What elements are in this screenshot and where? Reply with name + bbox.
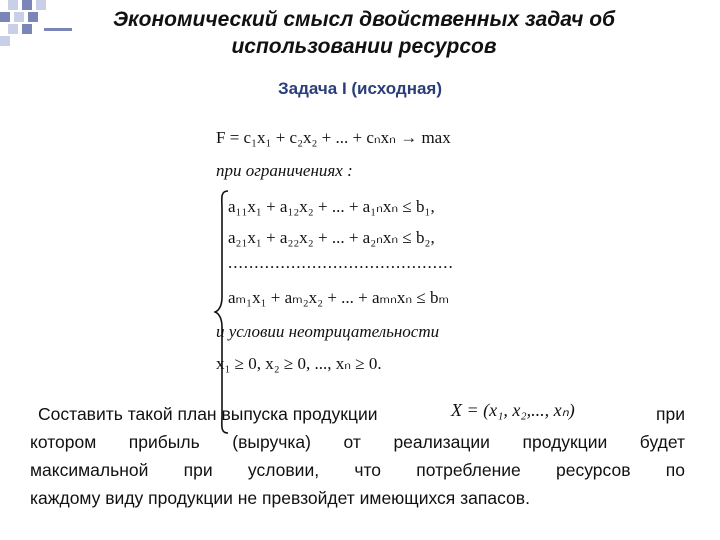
constraint-row-2: a₂₁x₁ + a₂₂x₂ + ... + a₂ₙxₙ ≤ b₂,: [228, 228, 435, 247]
task-subtitle: Задача I (исходная): [277, 79, 443, 98]
para-line-3: максимальной при условии, что потребление ресурсов по: [30, 460, 685, 480]
constraint-ellipsis-row: ...........................................: [228, 253, 454, 272]
title-line-1: Экономический смысл двойственных задач об: [112, 8, 616, 31]
nonneg-conditions: x₁ ≥ 0, x₂ ≥ 0, ..., xₙ ≥ 0.: [216, 354, 382, 373]
constraints-intro: при ограничениях :: [216, 161, 353, 180]
slide-title: [64, 6, 664, 60]
constraint-row-m: aₘ₁x₁ + aₘ₂x₂ + ... + aₘₙxₙ ≤ bₘ: [228, 288, 450, 307]
para-line-1-start: Составить такой план выпуска продукции: [38, 404, 378, 424]
objective-function: F = c₁x₁ + c₂x₂ + ... + cₙxₙ → max: [216, 128, 451, 147]
plan-vector-formula: X = (x₁, x₂,..., xₙ): [447, 400, 579, 428]
title-line-2: использовании ресурсов: [231, 35, 497, 58]
para-line-4: каждому виду продукции не превзойдет имеющихся запасов.: [30, 488, 530, 508]
para-line-1-end: при: [656, 404, 685, 424]
left-brace-icon: [214, 189, 230, 435]
nonneg-intro: и условии неотрицательности: [216, 322, 440, 341]
constraint-row-1: a₁₁x₁ + a₁₂x₂ + ... + a₁ₙxₙ ≤ b₁,: [228, 197, 435, 216]
para-line-2: котором прибыль (выручка) от реализации продукции будет: [30, 432, 685, 452]
math-formulation: [212, 122, 572, 382]
